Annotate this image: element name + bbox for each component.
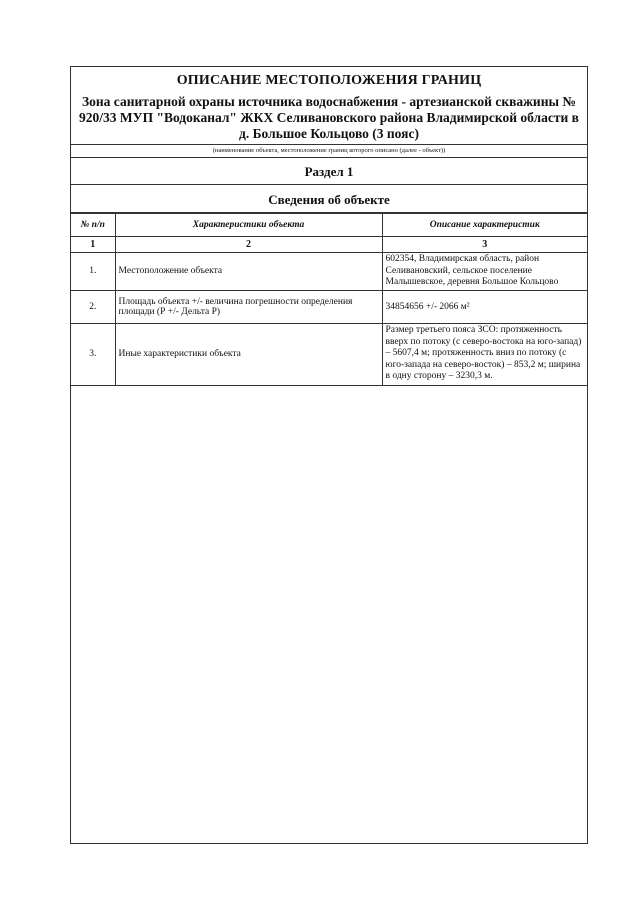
row-characteristic: Площадь объекта +/- величина погрешности определения площади (Р +/- Дельта Р) [115, 290, 382, 323]
table-row [71, 253, 587, 291]
document-sheet [70, 66, 588, 844]
header-number: № п/п [71, 214, 115, 237]
column-number: 2 [115, 237, 382, 253]
column-number-row [71, 237, 587, 253]
header-description: Описание характеристик [382, 214, 587, 237]
object-info-table [71, 213, 587, 386]
table-header-row [71, 214, 587, 237]
document-title: ОПИСАНИЕ МЕСТОПОЛОЖЕНИЯ ГРАНИЦ [176, 73, 482, 88]
header-characteristic: Характеристики объекта [115, 214, 382, 237]
row-value: 34854656 +/- 2066 м² [382, 290, 587, 323]
row-number: 3. [71, 323, 115, 385]
row-value: Размер третьего пояса ЗСО: протяженность вверх по потоку (с северо-востока на юго-запад) – 5607,4 м; протяженность вниз по потоку (с юго-запада на северо-восток) – 853,2 м; ширина в одну сторону – 3230,3 м. [382, 323, 587, 385]
column-number: 3 [382, 237, 587, 253]
row-characteristic: Местоположение объекта [115, 253, 382, 291]
table-row [71, 290, 587, 323]
document-subtitle: Зона санитарной охраны источника водоснабжения - артезианской скважины № 920/33 МУП "Водоканал" ЖКХ Селивановского района Владимирской области в д. Большое Кольцово (3 пояс) [79, 94, 579, 141]
block-title: Сведения об объекте [71, 185, 587, 213]
column-number: 1 [71, 237, 115, 253]
row-number: 1. [71, 253, 115, 291]
row-characteristic: Иные характеристики объекта [115, 323, 382, 385]
row-number: 2. [71, 290, 115, 323]
object-note: (наименование объекта, местоположение границ которого описано (далее - объект)) [71, 144, 587, 158]
table-row [71, 323, 587, 385]
section-title: Раздел 1 [71, 158, 587, 185]
row-value: 602354, Владимирская область, район Селивановский, сельское поселение Малышевское, деревня Большое Кольцово [382, 253, 587, 291]
